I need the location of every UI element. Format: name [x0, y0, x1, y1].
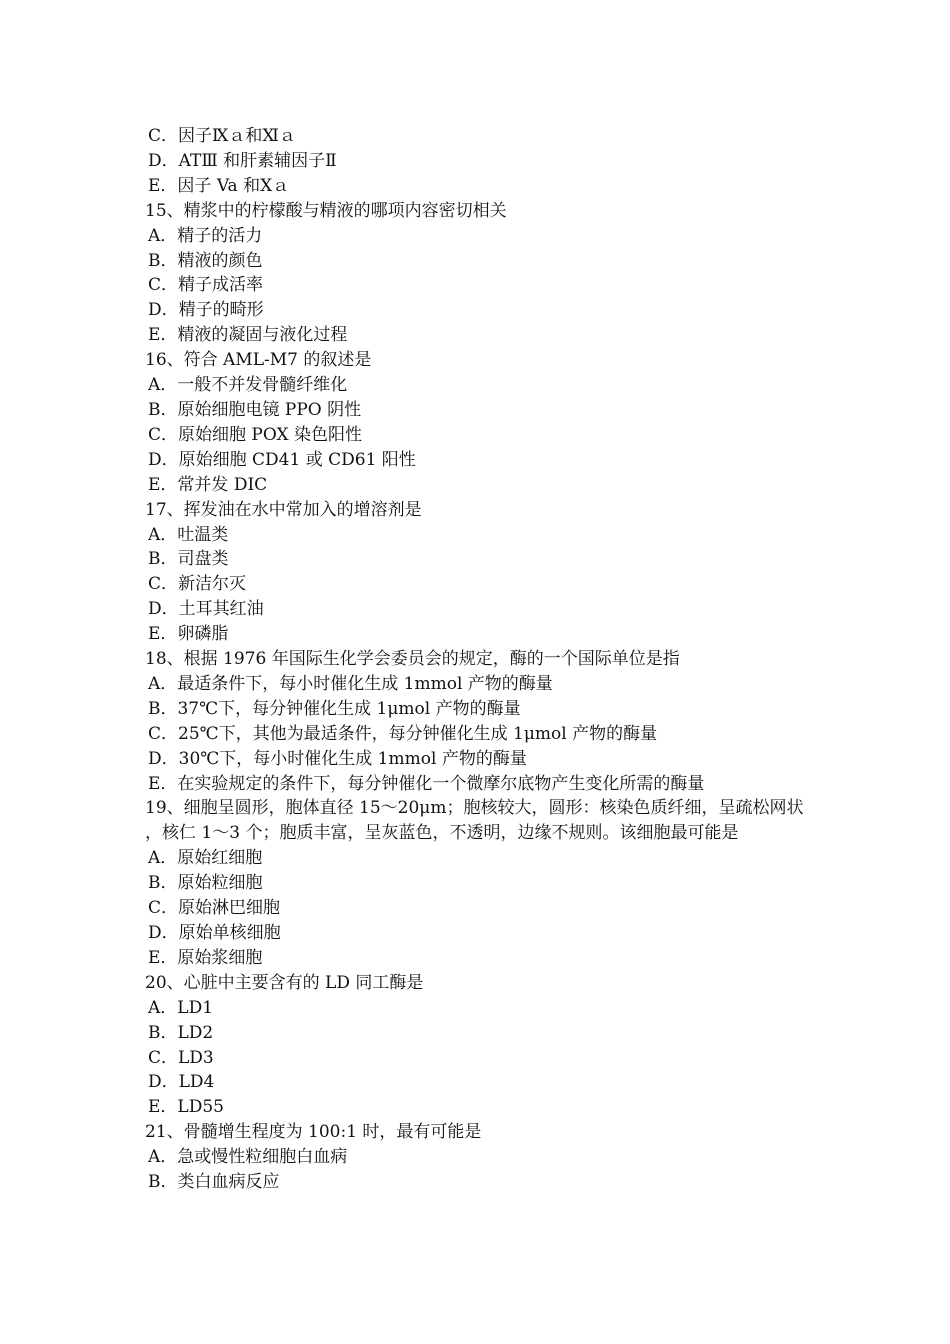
answer-option: A．急或慢性粒细胞白血病	[148, 1147, 348, 1168]
answer-option: C．因子Ⅸａ和Ⅺａ	[148, 126, 296, 146]
answer-option: E．在实验规定的条件下，每分钟催化一个微摩尔底物产生变化所需的酶量	[148, 773, 705, 794]
question-text: 21、骨髓增生程度为 100:1 时，最有可能是	[145, 1122, 482, 1143]
answer-option: A．精子的活力	[148, 225, 263, 246]
answer-option: D．30℃下，每小时催化生成 1mmol 产物的酶量	[148, 748, 527, 769]
answer-option: A．原始红细胞	[148, 848, 263, 869]
answer-option: C．精子成活率	[148, 275, 264, 296]
answer-option: B．原始细胞电镜 PPO 阴性	[148, 399, 362, 420]
answer-option: A．一般不并发骨髓纤维化	[148, 375, 348, 396]
answer-option: D．原始细胞 CD41 或 CD61 阳性	[148, 449, 416, 470]
answer-option: A．最适条件下，每小时催化生成 1mmol 产物的酶量	[148, 673, 553, 694]
answer-option: E．因子 Va 和Ⅹａ	[148, 175, 290, 196]
answer-option: B．原始粒细胞	[148, 873, 263, 894]
answer-option: A．LD1	[148, 997, 214, 1018]
answer-option: B．类白血病反应	[148, 1172, 280, 1193]
answer-option: B．LD2	[148, 1022, 214, 1043]
answer-option: D．原始单核细胞	[148, 923, 281, 943]
answer-option: C．新洁尔灭	[148, 574, 247, 595]
answer-option: D．精子的畸形	[148, 300, 264, 321]
answer-option: E．精液的凝固与液化过程	[148, 325, 348, 346]
answer-option: C．原始细胞 POX 染色阳性	[148, 424, 362, 445]
question-text: 19、细胞呈圆形，胞体直径 15～20μm；胞核较大，圆形：核染色质纤细，呈疏松网状，核仁 1～3 个；胞质丰富，呈灰蓝色，不透明，边缘不规则。该细胞最可能是	[145, 798, 804, 844]
answer-option: E．卵磷脂	[148, 624, 229, 645]
answer-option: D．ATⅢ 和肝素辅因子Ⅱ	[148, 150, 337, 171]
answer-option: B．精液的颜色	[148, 250, 263, 271]
answer-option: C．原始淋巴细胞	[148, 898, 281, 919]
answer-option: C．25℃下，其他为最适条件，每分钟催化生成 1μmol 产物的酶量	[148, 723, 658, 744]
answer-option: D．LD4	[148, 1072, 215, 1093]
answer-option: A．吐温类	[148, 524, 229, 545]
answer-option: E．LD55	[148, 1097, 224, 1118]
question-text: 18、根据 1976 年国际生化学会委员会的规定，酶的一个国际单位是指	[145, 649, 680, 670]
question-text: 15、精浆中的柠檬酸与精液的哪项内容密切相关	[145, 200, 507, 221]
answer-option: E．原始浆细胞	[148, 947, 263, 968]
answer-option: E．常并发 DIC	[148, 474, 268, 495]
answer-option: B．司盘类	[148, 549, 229, 570]
question-text: 20、心脏中主要含有的 LD 同工酶是	[145, 972, 424, 993]
question-text: 17、挥发油在水中常加入的增溶剂是	[145, 499, 422, 520]
question-list	[145, 124, 810, 1195]
question-text: 16、符合 AML-M7 的叙述是	[145, 350, 372, 371]
answer-option: B．37℃下，每分钟催化生成 1μmol 产物的酶量	[148, 698, 521, 719]
answer-option: D．土耳其红油	[148, 599, 264, 620]
answer-option: C．LD3	[148, 1047, 214, 1068]
